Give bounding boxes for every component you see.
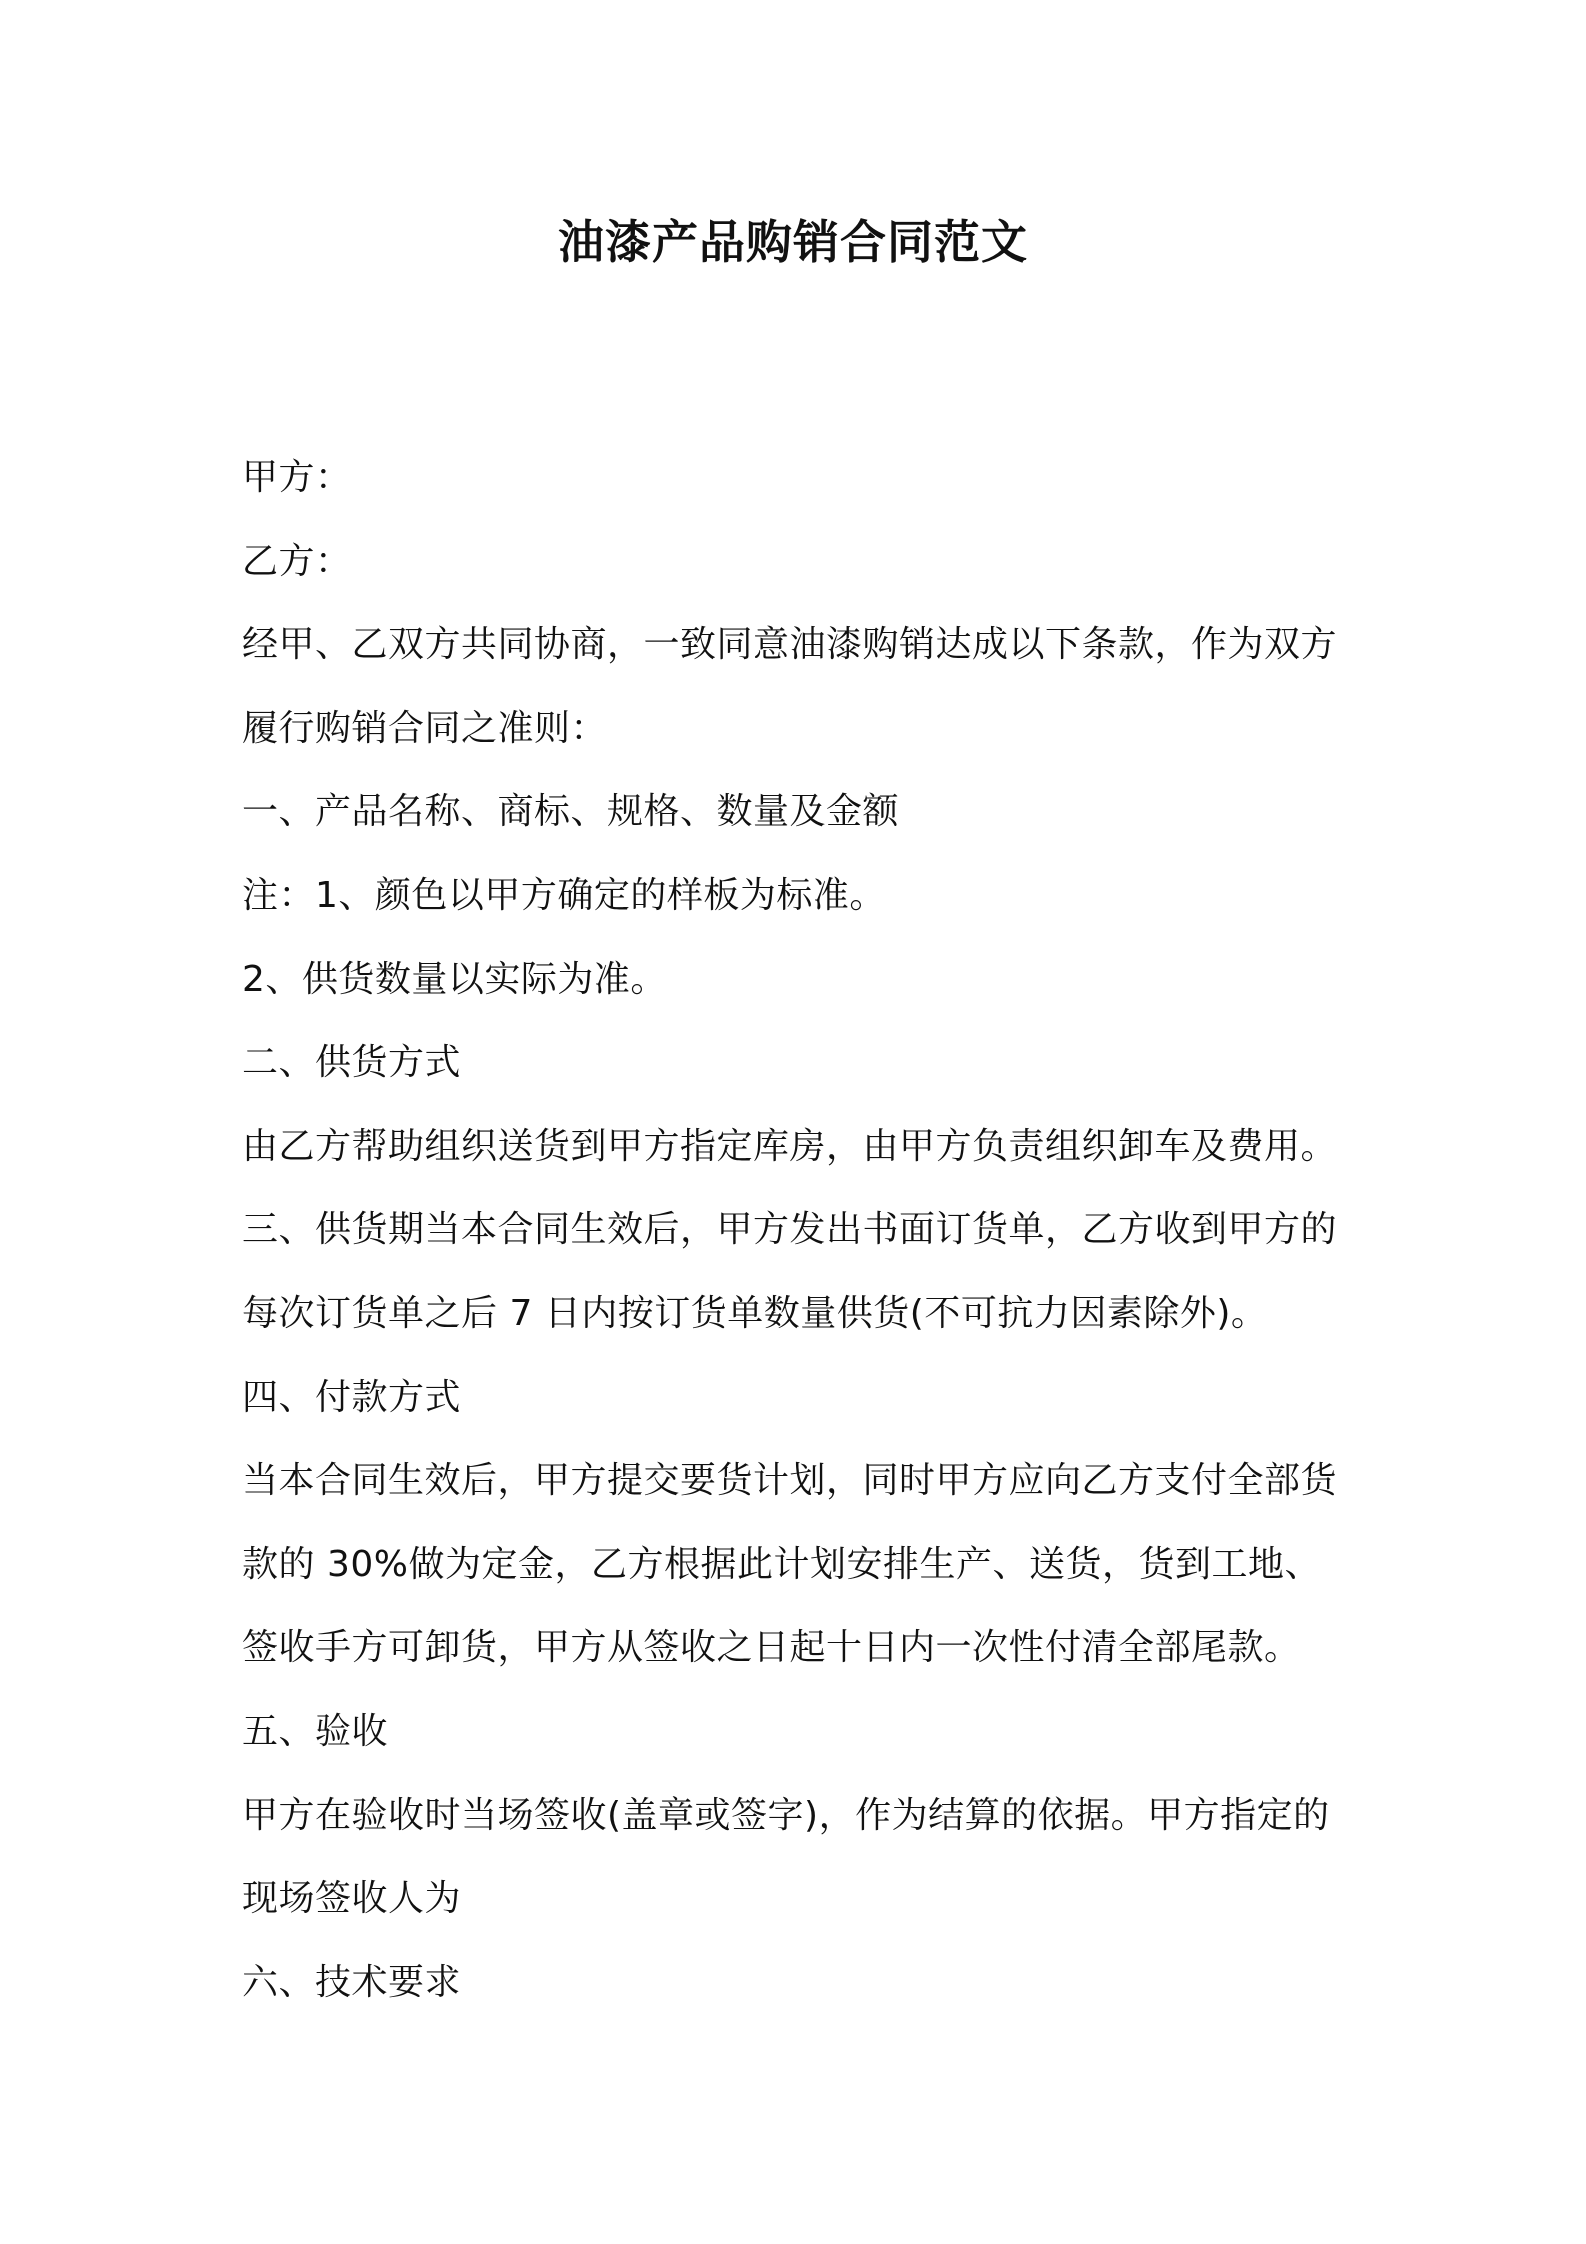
supply-method-text: 由乙方帮助组织送货到甲方指定库房，由甲方负责组织卸车及费用。 bbox=[242, 1125, 1338, 1167]
supply-period-line-2: 每次订货单之后 7 日内按订货单数量供货(不可抗力因素除外)。 bbox=[242, 1292, 1268, 1334]
document-title: 油漆产品购销合同范文 bbox=[558, 215, 1028, 269]
note-line-2: 2、供货数量以实际为准。 bbox=[242, 958, 667, 1000]
preamble-line-2: 履行购销合同之准则： bbox=[242, 707, 608, 749]
acceptance-line-1: 甲方在验收时当场签收(盖章或签字)，作为结算的依据。甲方指定的 bbox=[242, 1794, 1330, 1836]
section-heading-1: 一、产品名称、商标、规格、数量及金额 bbox=[242, 791, 900, 833]
payment-line-3: 签收手方可卸货，甲方从签收之日起十日内一次性付清全部尾款。 bbox=[242, 1627, 1301, 1669]
payment-line-1: 当本合同生效后，甲方提交要货计划，同时甲方应向乙方支付全部货 bbox=[242, 1460, 1338, 1502]
section-heading-5: 五、验收 bbox=[242, 1710, 389, 1752]
preamble-line-1: 经甲、乙双方共同协商，一致同意油漆购销达成以下条款，作为双方 bbox=[242, 624, 1338, 666]
acceptance-line-2: 现场签收人为 bbox=[242, 1878, 462, 1920]
party-b-line: 乙方： bbox=[242, 540, 352, 582]
document-body bbox=[242, 448, 1352, 2036]
payment-line-2: 款的 30%做为定金，乙方根据此计划安排生产、送货，货到工地、 bbox=[242, 1543, 1321, 1585]
supply-period-line-1: 三、供货期当本合同生效后，甲方发出书面订货单，乙方收到甲方的 bbox=[242, 1209, 1338, 1251]
section-heading-4: 四、付款方式 bbox=[242, 1376, 462, 1418]
party-a-line: 甲方： bbox=[242, 457, 352, 498]
section-heading-2: 二、供货方式 bbox=[242, 1042, 462, 1084]
note-line-1: 注：1、颜色以甲方确定的样板为标准。 bbox=[242, 874, 886, 916]
section-heading-6: 六、技术要求 bbox=[242, 1961, 462, 2003]
